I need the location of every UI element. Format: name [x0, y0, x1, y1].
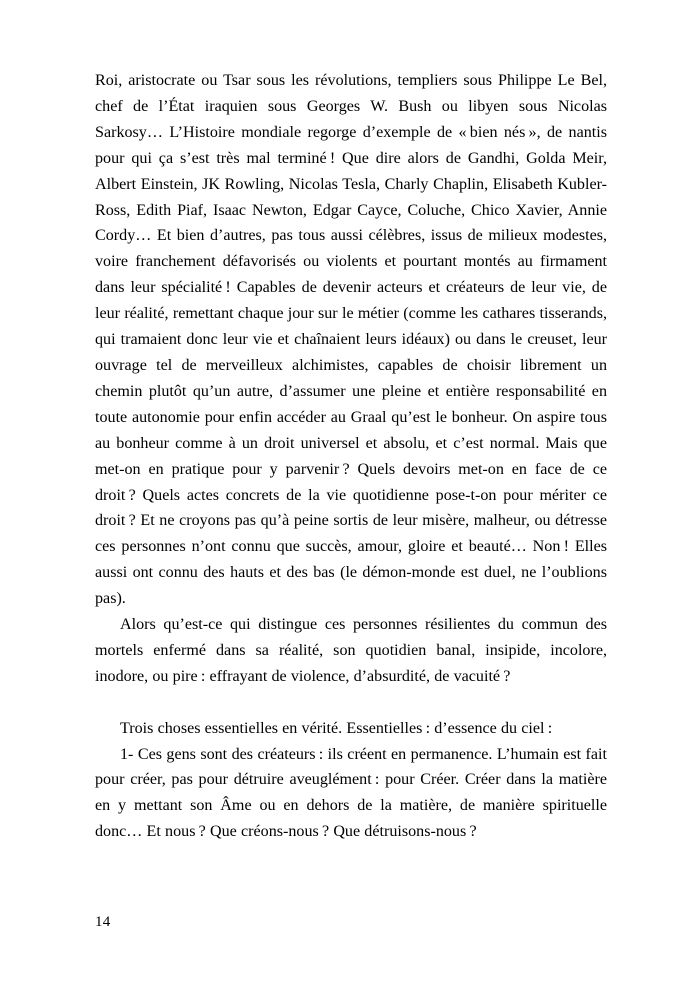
paragraph-4: 1- Ces gens sont des créateurs : ils créent en permanence. L’humain est fait pour créer, pas pour détruire aveuglément : pour Créer. Créer dans la matière en y mettant son Âme ou en dehors de la matière, de manière spirituelle donc… Et nous ? Que créons-nous ? Que détruisons-nous ? [95, 745, 607, 841]
paragraph-1: Roi, aristocrate ou Tsar sous les révolutions, templiers sous Philippe Le Bel, chef de l’État iraquien sous Georges W. Bush ou libyen sous Nicolas Sarkosy… L’Histoire mondiale regorge d’exemple de « bien nés », de nantis pour qui ça s’est très mal terminé ! Que dire alors de Gandhi, Golda Meir, Albert Einstein, JK Rowling, Nicolas Tesla, Charly Chaplin, Elisabeth Kubler-Ross, Edith Piaf, Isaac Newton, Edgar Cayce, Coluche, Chico Xavier, Annie Cordy… Et bien d’autres, pas tous aussi célèbres, issus de milieux modestes, voire franchement défavorisés ou violents et pourtant montés au firmament dans leur spécialité ! Capables de devenir acteurs et créateurs de leur vie, de leur réalité, remettant chaque jour sur le métier (comme les cathares tisserands, qui tramaient donc leur vie et chaînaient leurs idéaux) ou dans le creuset, leur ouvrage tel de merveilleux alchimistes, capables de choisir librement un chemin plutôt qu’un autre, d’assumer une pleine et entière responsabilité en toute autonomie pour enfin accéder au Graal qu’est le bonheur. On aspire tous au bonheur comme à un droit universel et absolu, et c’est normal. Mais que met-on en pratique pour y parvenir ? Quels devoirs met-on en face de ce droit ? Quels actes concrets de la vie quotidienne pose-t-on pour mériter ce droit ? Et ne croyons pas qu’à peine sortis de leur misère, malheur, ou détresse ces personnes n’ont connu que succès, amour, gloire et beauté… Non ! Elles aussi ont connu des hauts et des bas (le démon-monde est duel, ne l’oublions pas). [95, 72, 607, 608]
paragraph-2: Alors qu’est-ce qui distingue ces personnes résilientes du commun des mortels enfermé dans sa réalité, son quotidien banal, insipide, incolore, inodore, ou pire : effrayant de violence, d’absurdité, de vacuité ? [95, 616, 607, 685]
paragraph-3: Trois choses essentielles en vérité. Essentielles : d’essence du ciel : [120, 719, 553, 737]
page-number: 14 [95, 914, 111, 930]
body-text-block [95, 68, 607, 845]
